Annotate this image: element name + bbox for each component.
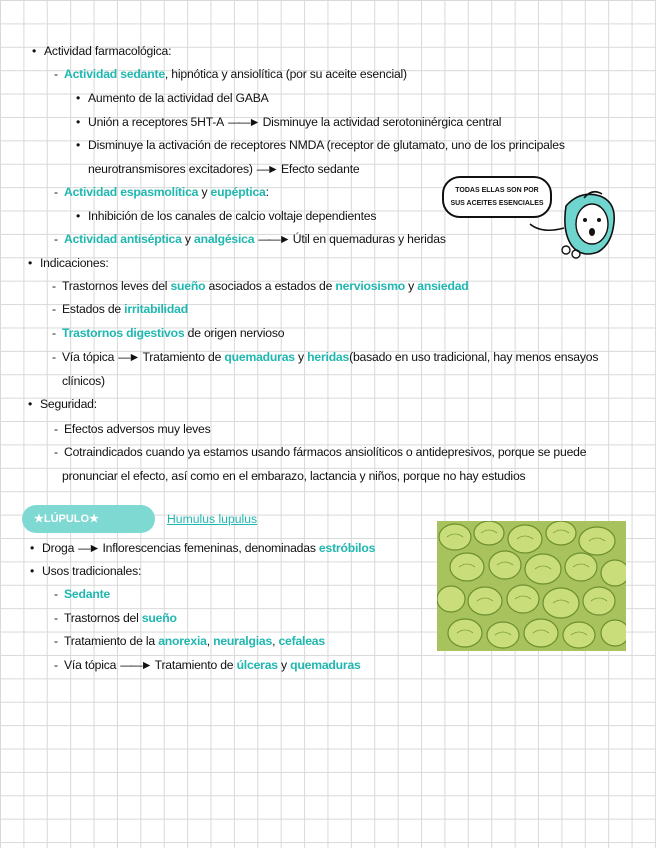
item-espasmolitica: - Actividad espasmolítica y eupéptica: bbox=[64, 181, 269, 204]
species-name: Humulus lupulus bbox=[167, 512, 258, 526]
arrow-icon: —► bbox=[256, 162, 277, 176]
uso-sueno: - Trastornos del sueño bbox=[64, 607, 177, 630]
arrow-icon: ——► bbox=[258, 232, 289, 246]
item-gaba: • Aumento de la actividad del GABA bbox=[88, 87, 269, 110]
arrow-icon: —► bbox=[118, 350, 139, 364]
section-title-pill: ★LÚPULO★ bbox=[22, 505, 155, 533]
arrow-icon: ——► bbox=[228, 115, 259, 129]
ind-topica-cont: clínicos) bbox=[62, 374, 105, 388]
item-receptores: • Unión a receptores 5HT-A ——► Disminuye la actividad serotoninérgica central bbox=[88, 111, 501, 134]
ind-irritabilidad: - Estados de irritabilidad bbox=[62, 298, 188, 321]
ind-sueno: - Trastornos leves del sueño asociados a estados de nerviosismo y ansiedad bbox=[62, 275, 469, 298]
heading-indicaciones: • Indicaciones: bbox=[40, 252, 109, 275]
lupulo-droga: • Droga —► Inflorescencias femeninas, denominadas estróbilos bbox=[42, 537, 375, 560]
item-antiseptica: - Actividad antiséptica y analgésica ——► Útil en quemaduras y heridas bbox=[64, 228, 446, 251]
heading-actividad: • Actividad farmacológica: bbox=[44, 40, 171, 63]
seg-efectos: - Efectos adversos muy leves bbox=[64, 418, 211, 441]
item-sedante: - Actividad sedante, hipnótica y ansiolítica (por su aceite esencial) bbox=[64, 63, 407, 86]
item-calcio: • Inhibición de los canales de calcio voltaje dependientes bbox=[88, 205, 376, 228]
item-nmda-cont: neurotransmisores excitadores) —► Efecto sedante bbox=[88, 162, 360, 176]
speech-bubble: TODAS ELLAS SON POR SUS ACEITES ESENCIALES bbox=[442, 176, 552, 218]
heading-seguridad: • Seguridad: bbox=[40, 393, 97, 416]
heading-usos: • Usos tradicionales: bbox=[42, 560, 141, 583]
arrow-icon: —► bbox=[78, 541, 99, 555]
uso-topica: - Vía tópica ——► Tratamiento de úlceras y quemaduras bbox=[64, 654, 361, 677]
item-nmda: • Disminuye la activación de receptores NMDA (receptor de glutamato, uno de los principales bbox=[88, 134, 565, 157]
ind-digestivos: - Trastornos digestivos de origen nervioso bbox=[62, 322, 284, 345]
ind-topica: - Vía tópica —► Tratamiento de quemaduras y heridas(basado en uso tradicional, hay menos ensayos bbox=[62, 346, 598, 369]
uso-anorexia: - Tratamiento de la anorexia, neuralgias, cefaleas bbox=[64, 630, 325, 653]
hops-photo bbox=[437, 521, 626, 651]
arrow-icon: ——► bbox=[120, 658, 151, 672]
uso-sedante: - Sedante bbox=[64, 583, 110, 606]
girl-doodle-icon bbox=[528, 188, 628, 273]
seg-contraindicados-cont: pronunciar el efecto, así como en el embarazo, lactancia y niños, porque no hay estudios bbox=[62, 469, 526, 483]
seg-contraindicados: - Cotraindicados cuando ya estamos usando fármacos ansiolíticos o antidepresivos, porque se puede bbox=[64, 441, 586, 464]
